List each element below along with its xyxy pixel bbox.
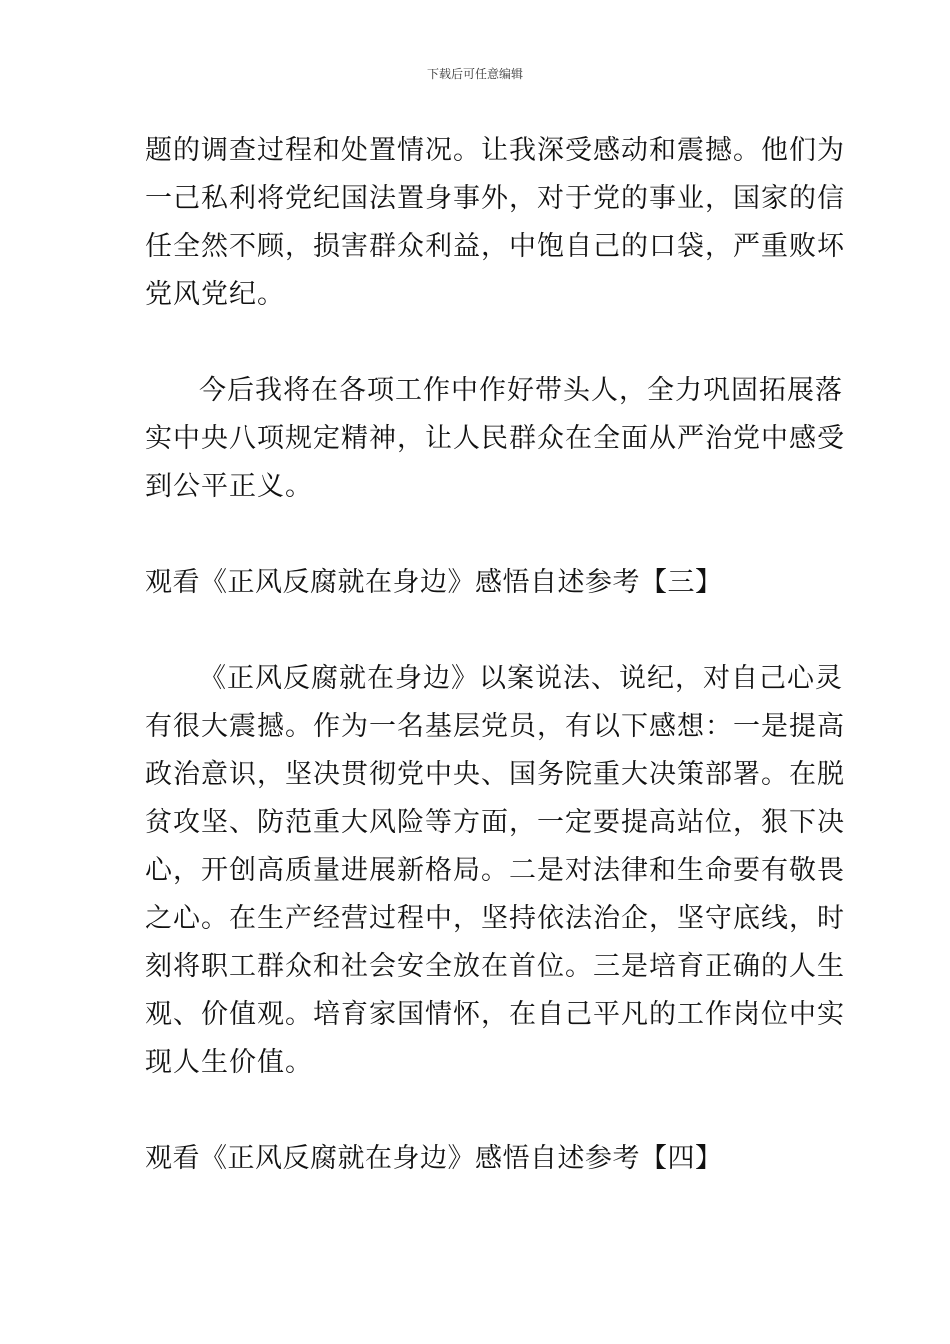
text-line: 一己私利将党纪国法置身事外，对于党的事业，国家的信	[145, 183, 845, 214]
section-heading-3: 观看《正风反腐就在身边》感悟自述参考【三】	[145, 567, 723, 598]
text-line: 到公平正义。	[145, 471, 313, 502]
paragraph-spacer	[145, 319, 810, 367]
text-line: 之心。在生产经营过程中，坚持依法治企，坚守底线，时	[145, 903, 845, 934]
page-header: 下载后可任意编辑	[426, 67, 523, 81]
text-line: 任全然不顾，损害群众利益，中饱自己的口袋，严重败坏	[145, 231, 845, 262]
text-line: 刻将职工群众和社会安全放在首位。三是培育正确的人生	[145, 951, 845, 982]
text-line: 题的调查过程和处置情况。让我深受感动和震撼。他们为	[145, 135, 845, 166]
text-line: 政治意识，坚决贯彻党中央、国务院重大决策部署。在脱	[145, 759, 845, 790]
paragraph-spacer	[145, 1087, 810, 1135]
text-line: 贫攻坚、防范重大风险等方面，一定要提高站位，狠下决	[145, 807, 845, 838]
text-line: 《正风反腐就在身边》以案说法、说纪，对自己心灵	[199, 663, 843, 694]
text-line: 实中央八项规定精神，让人民群众在全面从严治党中感受	[145, 423, 845, 454]
paragraph-spacer	[145, 607, 810, 655]
paragraph-2	[145, 367, 845, 511]
paragraph-1	[145, 127, 845, 319]
document-body	[145, 127, 845, 1183]
text-line: 现人生价值。	[145, 1047, 313, 1078]
text-line: 有很大震撼。作为一名基层党员，有以下感想：一是提高	[145, 711, 845, 742]
section-heading-4: 观看《正风反腐就在身边》感悟自述参考【四】	[145, 1143, 723, 1174]
text-line: 观、价值观。培育家国情怀，在自己平凡的工作岗位中实	[145, 999, 845, 1030]
paragraph-spacer	[145, 511, 810, 559]
paragraph-3	[145, 655, 845, 1087]
text-line: 今后我将在各项工作中作好带头人，全力巩固拓展落	[199, 375, 843, 406]
text-line: 党风党纪。	[145, 279, 285, 310]
text-line: 心，开创高质量进展新格局。二是对法律和生命要有敬畏	[145, 855, 845, 886]
